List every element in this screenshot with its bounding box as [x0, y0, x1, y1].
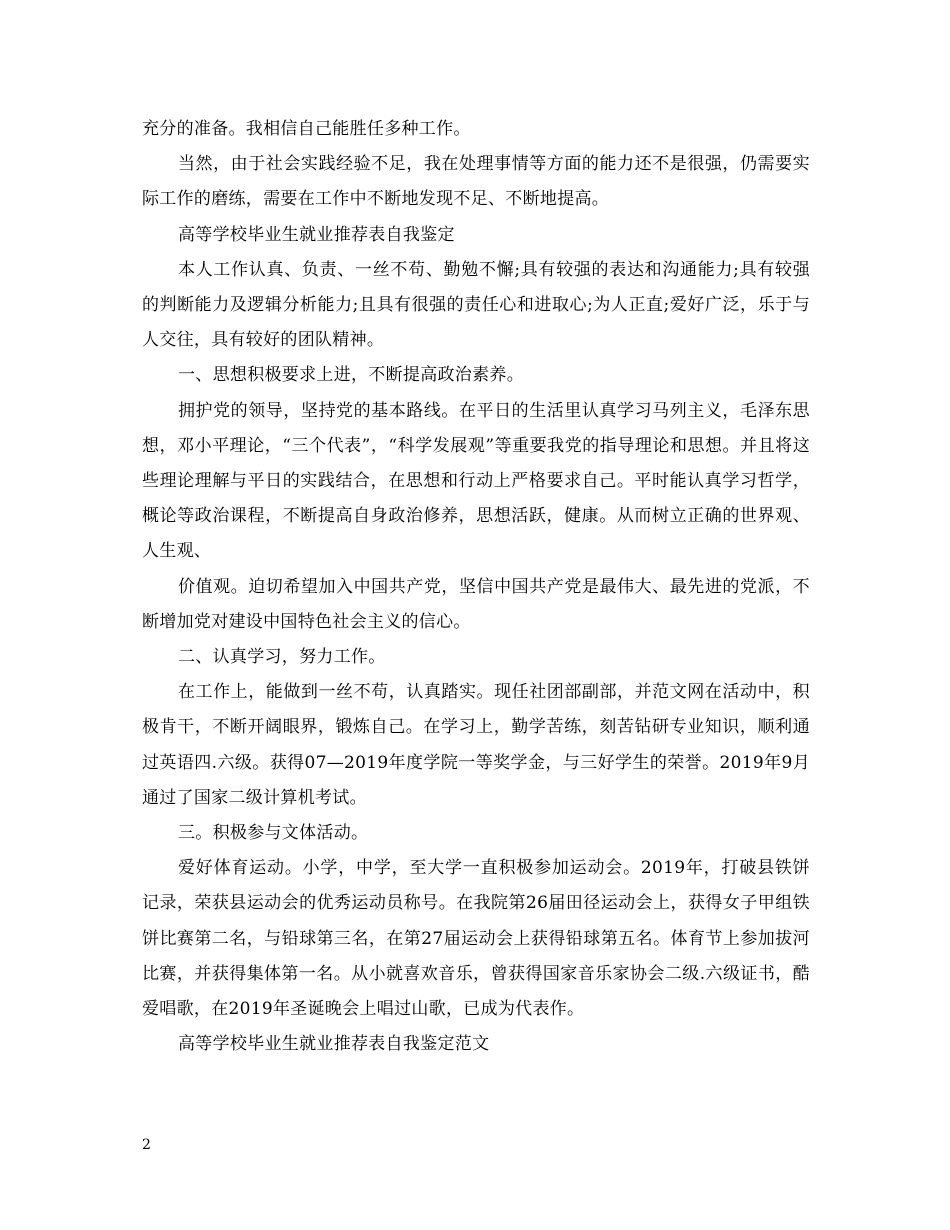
- section-heading: 高等学校毕业生就业推荐表自我鉴定: [178, 224, 455, 245]
- paragraph: 在工作上，能做到一丝不苟，认真踏实。现任社团部副部，并范文网在活动中，积极肯干，不断开阔眼界，锻炼自己。在学习上，勤学苦练，刻苦钻研专业知识，顺利通过英语四.六级。获得07—2019年度学院一等奖学金，与三好学生的荣誉。2019年9月通过了国家二级计算机考试。: [142, 682, 810, 808]
- section-heading: 一、思想积极要求上进，不断提高政治素养。: [178, 365, 524, 386]
- paragraph: 价值观。迫切希望加入中国共产党，坚信中国共产党是最伟大、最先进的党派，不断增加党对建设中国特色社会主义的信心。: [142, 576, 810, 632]
- paragraph: 充分的准备。我相信自己能胜任多种工作。: [142, 119, 471, 139]
- paragraph: 当然，由于社会实践经验不足，我在处理事情等方面的能力还不是很强，仍需要实际工作的磨练，需要在工作中不断地发现不足、不断地提高。: [142, 154, 810, 210]
- section-heading: 二、认真学习，努力工作。: [178, 647, 386, 668]
- page-number: 2: [142, 1137, 151, 1153]
- section-heading: 高等学校毕业生就业推荐表自我鉴定范文: [178, 1034, 490, 1055]
- paragraph: 爱好体育运动。小学，中学，至大学一直积极参加运动会。2019年，打破县铁饼记录，荣获县运动会的优秀运动员称号。在我院第26届田径运动会上，获得女子甲组铁饼比赛第二名，与铅球第三名，在第27届运动会上获得铅球第五名。体育节上参加拔河比赛，并获得集体第一名。从小就喜欢音乐，曾获得国家音乐家协会二级.六级证书，酷爱唱歌，在2019年圣诞晚会上唱过山歌，已成为代表作。: [142, 858, 810, 1020]
- document-body: [142, 112, 810, 1062]
- paragraph: 本人工作认真、负责、一丝不苟、勤勉不懈;具有较强的表达和沟通能力;具有较强的判断能力及逻辑分析能力;且具有很强的责任心和进取心;为人正直;爱好广泛，乐于与人交往，具有较好的团队精神。: [142, 259, 810, 351]
- section-heading: 三。积极参与文体活动。: [178, 823, 369, 844]
- paragraph: 拥护党的领导，坚持党的基本路线。在平日的生活里认真学习马列主义，毛泽东思想，邓小平理论，“三个代表”，“科学发展观”等重要我党的指导理论和思想。并且将这些理论理解与平日的实践结合，在思想和行动上严格要求自己。平时能认真学习哲学，概论等政治课程，不断提高自身政治修养，思想活跃，健康。从而树立正确的世界观、人生观、: [142, 400, 810, 562]
